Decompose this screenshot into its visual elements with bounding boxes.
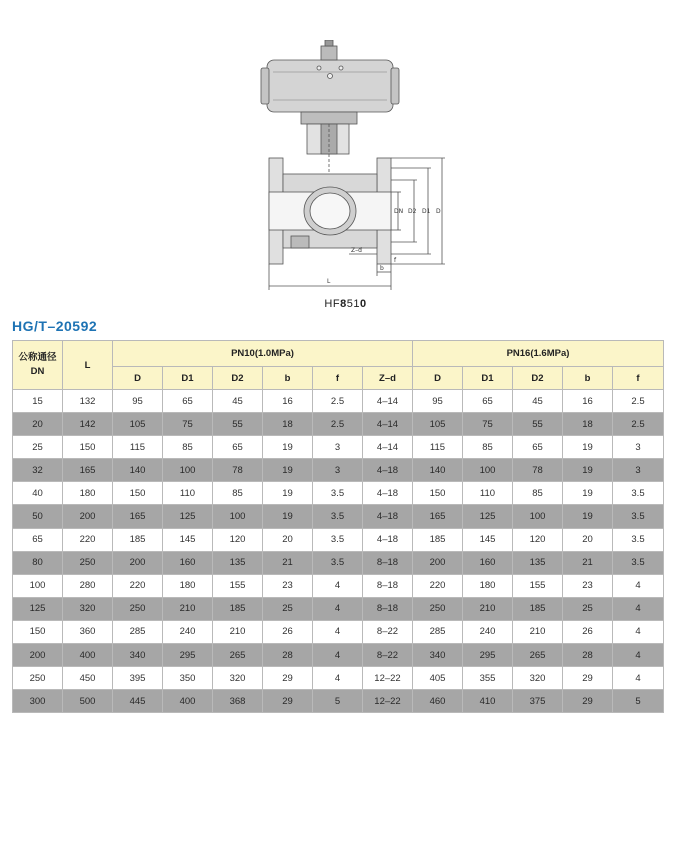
- table-cell: 12–22: [363, 667, 413, 690]
- table-cell: 100: [13, 574, 63, 597]
- table-cell: 405: [413, 667, 463, 690]
- table-cell: 200: [113, 551, 163, 574]
- table-cell: 65: [463, 390, 513, 413]
- table-cell: 23: [563, 574, 613, 597]
- table-cell: 26: [563, 620, 613, 643]
- table-row: [13, 459, 664, 482]
- dim-label-d2: D2: [408, 208, 417, 215]
- table-cell: 20: [263, 528, 313, 551]
- table-cell: 375: [513, 690, 563, 713]
- table-cell: 3.5: [313, 505, 363, 528]
- table-cell: 4: [613, 644, 664, 667]
- table-cell: 150: [13, 620, 63, 643]
- table-cell: 8–18: [363, 597, 413, 620]
- table-cell: 5: [613, 690, 664, 713]
- table-cell: 3.5: [313, 528, 363, 551]
- table-row: [13, 620, 664, 643]
- table-cell: 50: [13, 505, 63, 528]
- table-cell: 29: [563, 690, 613, 713]
- table-cell: 3.5: [313, 482, 363, 505]
- table-cell: 65: [213, 436, 263, 459]
- table-cell: 4: [313, 667, 363, 690]
- table-cell: 120: [513, 528, 563, 551]
- table-cell: 20: [13, 413, 63, 436]
- table-cell: 240: [163, 620, 213, 643]
- table-cell: 320: [63, 597, 113, 620]
- table-cell: 4: [313, 620, 363, 643]
- table-cell: 340: [113, 644, 163, 667]
- table-cell: 5: [313, 690, 363, 713]
- table-cell: 29: [563, 667, 613, 690]
- table-cell: 3.5: [613, 482, 664, 505]
- table-cell: 320: [513, 667, 563, 690]
- table-cell: 16: [563, 390, 613, 413]
- table-cell: 19: [263, 505, 313, 528]
- header-pn16: PN16(1.6MPa): [413, 341, 664, 367]
- column-header: b: [563, 367, 613, 390]
- table-cell: 4: [313, 574, 363, 597]
- table-cell: 400: [163, 690, 213, 713]
- table-cell: 4: [313, 644, 363, 667]
- table-cell: 185: [513, 597, 563, 620]
- table-cell: 3: [613, 436, 664, 459]
- table-cell: 4–14: [363, 436, 413, 459]
- table-cell: 250: [63, 551, 113, 574]
- table-cell: 185: [213, 597, 263, 620]
- column-header: b: [263, 367, 313, 390]
- column-header: D1: [463, 367, 513, 390]
- table-cell: 18: [563, 413, 613, 436]
- table-row: [13, 528, 664, 551]
- table-cell: 250: [113, 597, 163, 620]
- table-cell: 210: [213, 620, 263, 643]
- table-cell: 29: [263, 667, 313, 690]
- table-row: [13, 482, 664, 505]
- table-cell: 3.5: [613, 505, 664, 528]
- table-cell: 180: [163, 574, 213, 597]
- table-cell: 200: [13, 644, 63, 667]
- table-cell: 21: [263, 551, 313, 574]
- table-cell: 320: [213, 667, 263, 690]
- table-cell: 185: [113, 528, 163, 551]
- table-cell: 295: [163, 644, 213, 667]
- table-cell: 19: [563, 505, 613, 528]
- header-dn: 公称通径 DN: [13, 341, 63, 390]
- table-cell: 355: [463, 667, 513, 690]
- dim-label-b: b: [380, 265, 384, 272]
- table-cell: 220: [63, 528, 113, 551]
- table-cell: 220: [413, 574, 463, 597]
- table-row: [13, 597, 664, 620]
- table-cell: 240: [463, 620, 513, 643]
- table-cell: 105: [113, 413, 163, 436]
- table-cell: 445: [113, 690, 163, 713]
- table-cell: 19: [563, 436, 613, 459]
- dim-label-d: D: [436, 208, 441, 215]
- column-header: f: [613, 367, 664, 390]
- table-cell: 115: [113, 436, 163, 459]
- table-cell: 185: [413, 528, 463, 551]
- table-cell: 3: [313, 436, 363, 459]
- table-cell: 8–22: [363, 620, 413, 643]
- table-cell: 2.5: [313, 413, 363, 436]
- header-l: L: [63, 341, 113, 390]
- table-cell: 280: [63, 574, 113, 597]
- table-cell: 105: [413, 413, 463, 436]
- table-cell: 85: [463, 436, 513, 459]
- table-cell: 155: [213, 574, 263, 597]
- column-header: D2: [213, 367, 263, 390]
- table-cell: 95: [113, 390, 163, 413]
- table-cell: 26: [263, 620, 313, 643]
- column-header: D1: [163, 367, 213, 390]
- table-cell: 28: [563, 644, 613, 667]
- table-cell: 295: [463, 644, 513, 667]
- table-cell: 210: [513, 620, 563, 643]
- standard-title: HG/T–20592: [12, 318, 98, 334]
- table-cell: 110: [463, 482, 513, 505]
- table-cell: 23: [263, 574, 313, 597]
- spec-table: [12, 340, 664, 713]
- table-cell: 3.5: [313, 551, 363, 574]
- table-cell: 155: [513, 574, 563, 597]
- table-cell: 150: [413, 482, 463, 505]
- table-cell: 142: [63, 413, 113, 436]
- table-cell: 78: [213, 459, 263, 482]
- table-cell: 45: [513, 390, 563, 413]
- table-cell: 2.5: [313, 390, 363, 413]
- table-cell: 19: [563, 459, 613, 482]
- table-cell: 220: [113, 574, 163, 597]
- table-row: [13, 690, 664, 713]
- table-cell: 65: [13, 528, 63, 551]
- table-cell: 395: [113, 667, 163, 690]
- table-cell: 4–18: [363, 505, 413, 528]
- table-row: [13, 667, 664, 690]
- table-cell: 210: [163, 597, 213, 620]
- table-cell: 165: [413, 505, 463, 528]
- table-cell: 4–18: [363, 459, 413, 482]
- table-cell: 265: [513, 644, 563, 667]
- table-cell: 75: [163, 413, 213, 436]
- table-cell: 360: [63, 620, 113, 643]
- table-cell: 12–22: [363, 690, 413, 713]
- table-row: [13, 551, 664, 574]
- column-header: D2: [513, 367, 563, 390]
- table-cell: 3: [613, 459, 664, 482]
- table-cell: 400: [63, 644, 113, 667]
- table-cell: 160: [463, 551, 513, 574]
- table-cell: 19: [263, 482, 313, 505]
- table-cell: 115: [413, 436, 463, 459]
- table-cell: 4–14: [363, 390, 413, 413]
- table-cell: 25: [13, 436, 63, 459]
- table-cell: 4–14: [363, 413, 413, 436]
- table-cell: 25: [563, 597, 613, 620]
- dim-label-f: f: [394, 257, 397, 264]
- table-cell: 8–18: [363, 574, 413, 597]
- table-cell: 45: [213, 390, 263, 413]
- table-cell: 85: [163, 436, 213, 459]
- table-cell: 4–18: [363, 528, 413, 551]
- table-cell: 500: [63, 690, 113, 713]
- table-cell: 20: [563, 528, 613, 551]
- column-header: Z–d: [363, 367, 413, 390]
- table-cell: 95: [413, 390, 463, 413]
- column-header: D: [413, 367, 463, 390]
- table-cell: 460: [413, 690, 463, 713]
- table-cell: 250: [413, 597, 463, 620]
- table-cell: 110: [163, 482, 213, 505]
- column-header: D: [113, 367, 163, 390]
- table-cell: 145: [163, 528, 213, 551]
- table-cell: 3: [313, 459, 363, 482]
- table-cell: 85: [513, 482, 563, 505]
- table-cell: 180: [463, 574, 513, 597]
- table-cell: 125: [463, 505, 513, 528]
- table-cell: 32: [13, 459, 63, 482]
- table-cell: 340: [413, 644, 463, 667]
- table-cell: 135: [513, 551, 563, 574]
- table-cell: 55: [513, 413, 563, 436]
- table-cell: 165: [113, 505, 163, 528]
- table-cell: 125: [13, 597, 63, 620]
- table-cell: 8–22: [363, 644, 413, 667]
- table-cell: 3.5: [613, 551, 664, 574]
- table-cell: 160: [163, 551, 213, 574]
- valve-drawing: [255, 40, 455, 290]
- table-cell: 18: [263, 413, 313, 436]
- table-row: [13, 644, 664, 667]
- dim-label-zd: Z–d: [351, 247, 362, 254]
- table-cell: 100: [513, 505, 563, 528]
- table-cell: 78: [513, 459, 563, 482]
- table-cell: 2.5: [613, 390, 664, 413]
- table-row: [13, 413, 664, 436]
- table-cell: 16: [263, 390, 313, 413]
- table-cell: 19: [263, 459, 313, 482]
- table-cell: 140: [413, 459, 463, 482]
- table-cell: 450: [63, 667, 113, 690]
- table-cell: 85: [213, 482, 263, 505]
- dim-label-dn: DN: [394, 208, 404, 215]
- table-cell: 65: [163, 390, 213, 413]
- table-cell: 100: [163, 459, 213, 482]
- table-cell: 19: [563, 482, 613, 505]
- table-cell: 285: [413, 620, 463, 643]
- table-cell: 4: [613, 597, 664, 620]
- table-row: [13, 390, 664, 413]
- table-cell: 2.5: [613, 413, 664, 436]
- table-cell: 125: [163, 505, 213, 528]
- table-cell: 150: [113, 482, 163, 505]
- table-cell: 265: [213, 644, 263, 667]
- table-cell: 140: [113, 459, 163, 482]
- table-cell: 180: [63, 482, 113, 505]
- table-cell: 145: [463, 528, 513, 551]
- table-cell: 80: [13, 551, 63, 574]
- table-cell: 210: [463, 597, 513, 620]
- table-cell: 25: [263, 597, 313, 620]
- model-caption: HF8510: [324, 298, 367, 310]
- table-cell: 29: [263, 690, 313, 713]
- table-cell: 100: [463, 459, 513, 482]
- table-cell: 132: [63, 390, 113, 413]
- table-cell: 3.5: [613, 528, 664, 551]
- table-cell: 300: [13, 690, 63, 713]
- table-cell: 4: [613, 667, 664, 690]
- column-header: f: [313, 367, 363, 390]
- table-cell: 150: [63, 436, 113, 459]
- table-cell: 75: [463, 413, 513, 436]
- table-cell: 250: [13, 667, 63, 690]
- table-cell: 15: [13, 390, 63, 413]
- table-cell: 4–18: [363, 482, 413, 505]
- table-cell: 200: [413, 551, 463, 574]
- table-cell: 165: [63, 459, 113, 482]
- table-cell: 21: [563, 551, 613, 574]
- table-cell: 350: [163, 667, 213, 690]
- table-row: [13, 574, 664, 597]
- table-cell: 200: [63, 505, 113, 528]
- table-row: [13, 436, 664, 459]
- header-pn10: PN10(1.0MPa): [113, 341, 413, 367]
- table-cell: 135: [213, 551, 263, 574]
- dim-label-d1: D1: [422, 208, 431, 215]
- dim-label-l: L: [327, 278, 331, 285]
- table-cell: 40: [13, 482, 63, 505]
- table-row: [13, 505, 664, 528]
- table-cell: 8–18: [363, 551, 413, 574]
- table-cell: 410: [463, 690, 513, 713]
- table-cell: 100: [213, 505, 263, 528]
- table-cell: 285: [113, 620, 163, 643]
- table-cell: 65: [513, 436, 563, 459]
- table-cell: 28: [263, 644, 313, 667]
- table-cell: 4: [613, 574, 664, 597]
- table-cell: 4: [613, 620, 664, 643]
- table-cell: 19: [263, 436, 313, 459]
- table-cell: 55: [213, 413, 263, 436]
- table-cell: 120: [213, 528, 263, 551]
- table-cell: 368: [213, 690, 263, 713]
- table-cell: 4: [313, 597, 363, 620]
